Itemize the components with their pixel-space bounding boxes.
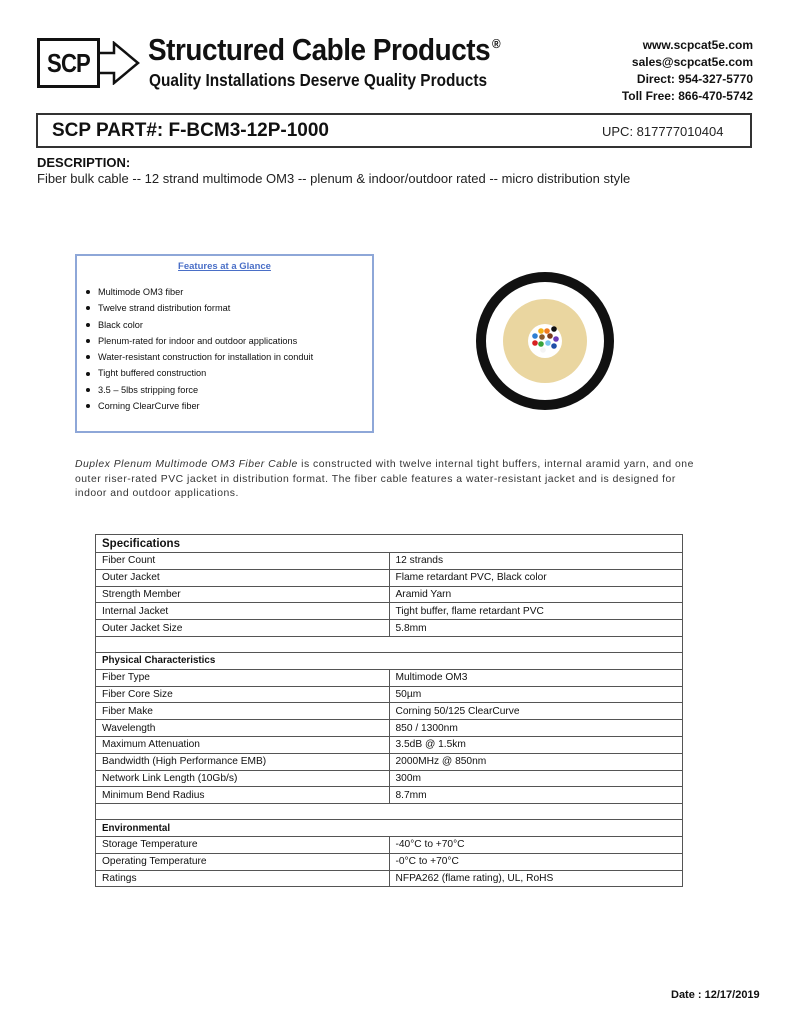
feature-item [84, 300, 313, 316]
fiber-strand [539, 334, 545, 340]
table-row [96, 753, 683, 770]
spec-value: Tight buffer, flame retardant PVC [389, 603, 683, 620]
bullet-icon [86, 290, 90, 294]
spec-value: Aramid Yarn [389, 586, 683, 603]
feature-text: Water-resistant construction for installation in conduit [98, 352, 314, 363]
table-row [96, 736, 683, 753]
specifications-table [95, 534, 683, 887]
brand-name-text: Structured Cable Products [148, 32, 491, 67]
spec-label: Wavelength [96, 720, 390, 737]
logo-arrow-icon [96, 41, 142, 85]
feature-text: Plenum-rated for indoor and outdoor applications [98, 335, 298, 346]
logo-text: SCP [47, 47, 90, 78]
cable-cross-section-image [474, 270, 616, 412]
feature-text: Tight buffered construction [98, 368, 207, 379]
environmental-title: Environmental [96, 820, 683, 837]
features-list [84, 284, 313, 414]
fiber-strand [553, 336, 559, 342]
spec-label: Maximum Attenuation [96, 736, 390, 753]
table-row [96, 603, 683, 620]
spec-value: Multimode OM3 [389, 669, 683, 686]
spec-label: Strength Member [96, 586, 390, 603]
spec-value: 12 strands [389, 553, 683, 570]
spec-value: 8.7mm [389, 787, 683, 804]
feature-item [84, 398, 313, 414]
spec-label: Fiber Count [96, 553, 390, 570]
spec-value: Flame retardant PVC, Black color [389, 569, 683, 586]
physical-characteristics-title: Physical Characteristics [96, 652, 683, 669]
table-row [96, 686, 683, 703]
description-label: DESCRIPTION: [37, 155, 131, 170]
bullet-icon [86, 339, 90, 343]
spec-label: Internal Jacket [96, 603, 390, 620]
spec-label: Fiber Make [96, 703, 390, 720]
brand-name [148, 32, 500, 68]
spec-value: 50µm [389, 686, 683, 703]
fiber-strand [551, 343, 557, 349]
table-row [96, 569, 683, 586]
paragraph-text: is constructed with twelve internal tight buffers, internal aramid yarn, and one outer riser-rated PVC jacket in distribution format. The fiber cable features a water-resistant jacket and is designed for indoor and outdoor applications. [75, 459, 694, 499]
spec-label: Operating Temperature [96, 853, 390, 870]
table-row [96, 836, 683, 853]
spacer-cell [96, 804, 683, 820]
table-section-header [96, 652, 683, 669]
table-section-header [96, 535, 683, 553]
product-name-italic: Duplex Plenum Multimode OM3 Fiber Cable [75, 459, 298, 470]
fiber-strand [545, 340, 551, 346]
spec-value: 850 / 1300nm [389, 720, 683, 737]
table-spacer-row [96, 804, 683, 820]
table-row [96, 853, 683, 870]
specifications-title: Specifications [96, 535, 683, 553]
bullet-icon [86, 323, 90, 327]
table-row [96, 669, 683, 686]
bullet-icon [86, 306, 90, 310]
fiber-strand [547, 333, 553, 339]
spec-label: Outer Jacket [96, 569, 390, 586]
fiber-strand [544, 328, 550, 334]
feature-item [84, 365, 313, 381]
fiber-strand [540, 347, 546, 353]
website-link[interactable]: www.scpcat5e.com [642, 38, 753, 52]
spec-value: 300m [389, 770, 683, 787]
brand-tagline: Quality Installations Deserve Quality Products [149, 70, 488, 90]
direct-phone: Direct: 954-327-5770 [636, 72, 753, 86]
feature-item [84, 349, 313, 365]
features-title: Features at a Glance [178, 261, 271, 272]
table-row [96, 870, 683, 887]
feature-item [84, 382, 313, 398]
fiber-strand [532, 340, 538, 346]
feature-text: 3.5 – 5lbs stripping force [98, 384, 199, 395]
feature-text: Corning ClearCurve fiber [98, 401, 200, 412]
spec-label: Outer Jacket Size [96, 620, 390, 637]
feature-item [84, 333, 313, 349]
bullet-icon [86, 355, 90, 359]
toll-free-phone: Toll Free: 866-470-5742 [621, 89, 753, 103]
upc-code: UPC: 817777010404 [602, 124, 724, 139]
spec-label: Ratings [96, 870, 390, 887]
spec-value: 2000MHz @ 850nm [389, 753, 683, 770]
spec-label: Fiber Type [96, 669, 390, 686]
feature-text: Multimode OM3 fiber [98, 287, 184, 297]
feature-item [84, 284, 313, 300]
table-row [96, 553, 683, 570]
feature-text: Black color [98, 319, 143, 330]
table-row [96, 787, 683, 804]
table-row [96, 620, 683, 637]
spec-label: Fiber Core Size [96, 686, 390, 703]
bullet-icon [86, 372, 90, 376]
table-row [96, 703, 683, 720]
email-link[interactable]: sales@scpcat5e.com [631, 55, 753, 69]
feature-text: Twelve strand distribution format [98, 303, 231, 314]
bullet-icon [86, 404, 90, 408]
part-number: SCP PART#: F-BCM3-12P-1000 [52, 120, 329, 141]
registered-mark: ® [492, 36, 501, 51]
product-paragraph [75, 458, 695, 502]
document-date: Date : 12/17/2019 [671, 989, 760, 1001]
spec-value: Corning 50/125 ClearCurve [389, 703, 683, 720]
fiber-strand [538, 341, 544, 347]
spec-value: -0°C to +70°C [389, 853, 683, 870]
spec-label: Storage Temperature [96, 836, 390, 853]
spec-value: 5.8mm [389, 620, 683, 637]
spec-value: -40°C to +70°C [389, 836, 683, 853]
fiber-strand [538, 328, 544, 334]
fiber-strand [551, 326, 557, 332]
spec-label: Minimum Bend Radius [96, 787, 390, 804]
spec-value: 3.5dB @ 1.5km [389, 736, 683, 753]
spec-value: NFPA262 (flame rating), UL, RoHS [389, 870, 683, 887]
table-section-header [96, 820, 683, 837]
fiber-strand [532, 333, 538, 339]
feature-item [84, 317, 313, 333]
spec-label: Bandwidth (High Performance EMB) [96, 753, 390, 770]
description-text: Fiber bulk cable -- 12 strand multimode OM3 -- plenum & indoor/outdoor rated -- micro distribution style [37, 171, 631, 186]
table-spacer-row [96, 636, 683, 652]
spacer-cell [96, 636, 683, 652]
bullet-icon [86, 388, 90, 392]
table-row [96, 720, 683, 737]
table-row [96, 586, 683, 603]
spec-label: Network Link Length (10Gb/s) [96, 770, 390, 787]
table-row [96, 770, 683, 787]
